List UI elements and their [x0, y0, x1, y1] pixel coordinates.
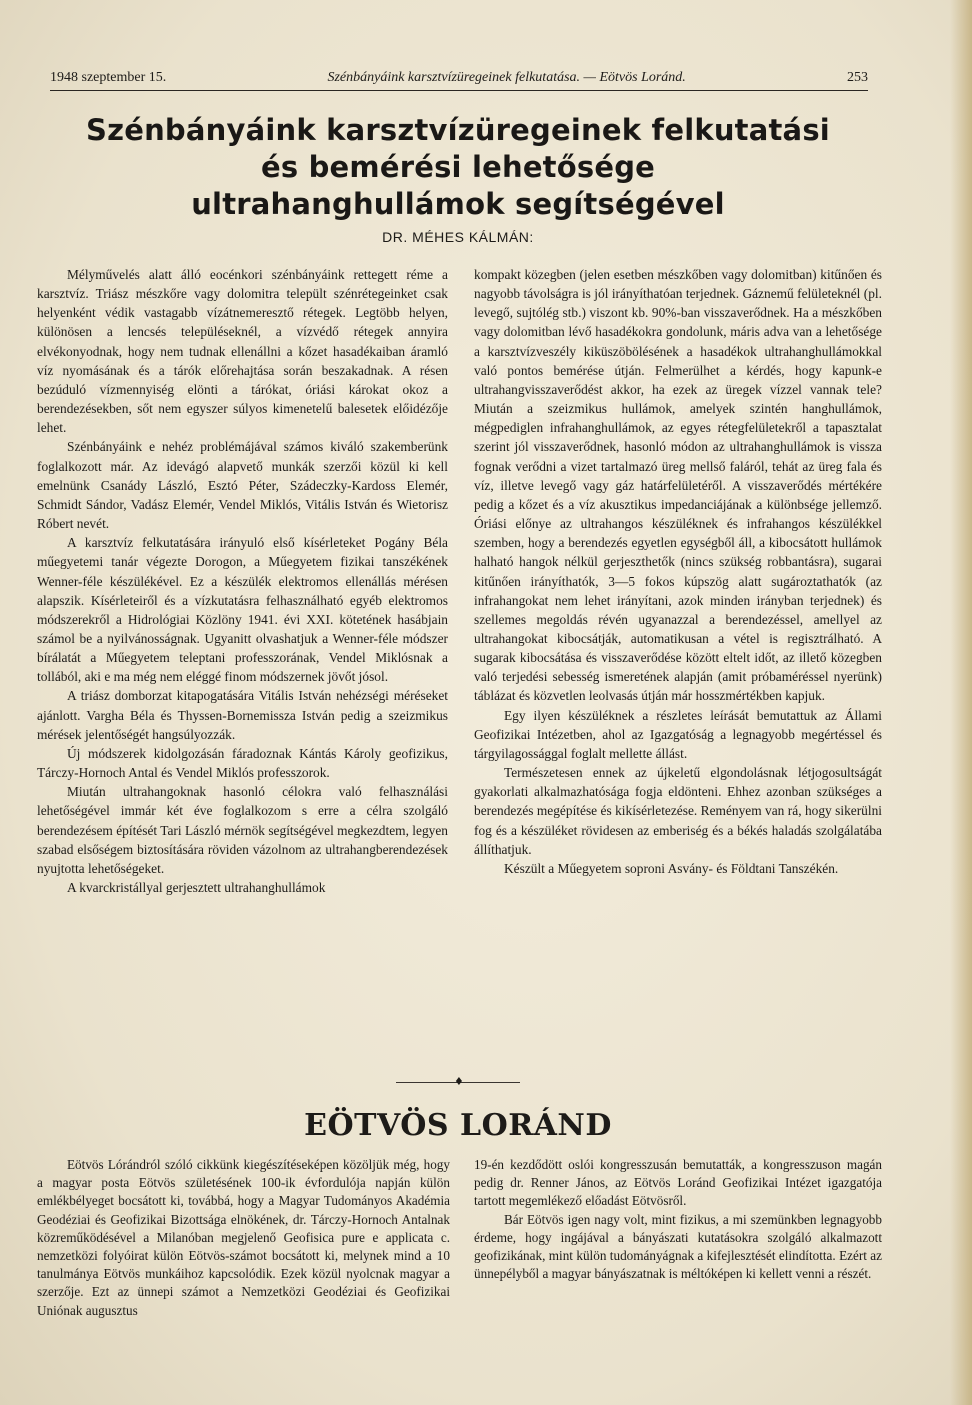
paragraph: Szénbányáink e nehéz problémájával számos kiváló szakemberünk foglalkozott már. Az idevágó alapvető munkák szerzői közül ki kell emelnünk Csanády László, Esztó Péter, Szádeczky-Kardoss Elemér, Schmidt Sándor, Vadász Elemér, Vendel Miklós, Vitális István és Wietorisz Róbert nevét. — [37, 439, 448, 532]
header-running-title: Szénbányáink karsztvízüregeinek felkutatása. — Eötvös Loránd. — [327, 70, 686, 85]
section-heading-eotvos: EÖTVÖS LORÁND — [304, 1108, 612, 1143]
paragraph: Mélyművelés alatt álló eocénkori szénbányáink rettegett réme a karsztvíz. Triász mészkőre vagy dolomitra települt szénrétegeinket csak helyenként védik vastagabb vízátnemeresztő rétegek. Legtöbb helyen, különösen a lencsés településeknél, a vízvédő rétegek annyira elvékonyodnak, hogy nem tudnak ellenállni a kőzet hasadékaiban áramló víz nyomásának és a tárók előrehajtása során beszakadnak. A résen bezúduló vízmennyiség elönti a tárókat, óriási károkat okoz a berendezésekben, sőt nem egyszer súlyos kimenetelű balesetek előidézője lehet. — [37, 267, 448, 436]
paragraph: Készült a Műegyetem soproni Asvány- és Földtani Tanszékén. — [504, 860, 839, 876]
article-title-line-3: ultrahanghullámok segítségével — [191, 187, 725, 221]
article-title — [40, 112, 876, 223]
header-date: 1948 szeptember 15. — [50, 70, 167, 85]
eotvos-right-column — [474, 1156, 882, 1283]
paragraph: A karsztvíz felkutatására irányuló első kísérleteket Pogány Béla műegyetemi tanár végezte Dorogon, a Műegyetem fizikai tanszékének Wenner-féle készülékével. Ez a készülék elektromos ellenállás mérésen alapszik. Kísérleteiről és a vízkutatásra felhasználható egyéb elektromos módszerekről a Hidrológiai Közlöny 1941. évi XXI. kötetének hasábjain számol be a nyilvánosságnak. Ugyanitt olvashatjuk a Wenner-féle módszer bírálatát a Műegyetem teleptani professzorának, Vendel Miklósnak a tollából, aki e ma még nem eléggé finom módszernek jövőt jósol. — [37, 535, 448, 685]
paragraph: Egy ilyen készüléknek a részletes leírását bemutattuk az Állami Geofizikai Intézetben, ahol az Igazgatóság a legnagyobb megértéssel és tárgyilagossággal foglalt mellette állást. — [474, 707, 882, 761]
paragraph: Bár Eötvös igen nagy volt, mint fizikus, a mi szemünkben legnagyobb érdeme, hogy ingájával a bányászati kutatásokra szolgáló alkalmazott geofizikának, mint külön tudományágnak a kifejlesztését elindította. Ezért az ünnepélyből a magyar bányászatnak is méltóképen ki kellett venni a részét. — [474, 1211, 882, 1282]
paragraph: kompakt közegben (jelen esetben mészkőben vagy dolomitban) kitűnően és nagyobb távolságra is jól irányíthatóan terjednek. Gáznemű felületeknél (pl. levegő, sujtólég stb.) viszont kb. 90%-ban visszaverődnek. Ha a mészkőben vagy dolomitban lévő hasadékokra gondolunk, máris adva van a lehetősége a karsztvízveszély kiküszöbölésének a hasadékok ultrahanghullámokkal való pontos bemérése útján. Felmerülhet a kérdés, hogy kapunk-e ultrahangvisszaverődést akkor, ha ezek az üregek vízzel vannak tele? Miután a szeizmikus hullámok, amelyek szintén hanghullámok, mégpediglen infrahanghullámok, az egyes rétegfelületekről a tapasztalat szerint jól visszaverődnek, hasonló módon az ultrahanghullámok is vissza fognak verődni a vizet tartalmazó üreg mellső faláról, tehát az üreg fala és víz, illetve levegő vagy gáz határfelületéről. A visszaverődés mértékére pedig a kőzet és a víz akusztikus impedanciájának a különbsége jellemző. Óriási előnye az ultrahangos készüléknek és infrahangos készülékkel szemben, hogy a berendezés egyetlen egységből áll, a kibocsátott hullámok halható hangok nélkül gerjeszthetők (nincs szükség robbantásra), sugarai kitűnően irányíthatók, 3—5 fokos kúpszög alatt sugároztathatók (az infrahangokat nem lehet irányítani, azok minden irányban terjednek) és szellemes megoldás révén ugyanazzal a berendezéssel, amellyel az ultrahangokat kibocsátják, automatikusan a vétel is regisztrálható. A sugarak kibocsátása és visszaverődése között eltelt időt, az illető közegben való terjedési sebesség ismeretének alapján (amit próbaméréssel nyerünk) táblázat és közvetlen leolvasás útján már hosszmértékben kapjuk. — [474, 267, 882, 704]
paragraph: Természetesen ennek az újkeletű elgondolásnak létjogosultságát gyakorlati alkalmazhatósága fogja eldönteni. Ehhez azonban szükséges a berendezés megépítése és kikísérletezése. Reményem van rá, hogy sikerülni fog és a készüléket rövidesen az emberiség és a békés haladás szolgálatába állíthatjuk. — [474, 765, 882, 857]
article-author: DR. MÉHES KÁLMÁN: — [382, 229, 534, 245]
page-header — [50, 70, 868, 91]
paragraph: Eötvös Lórándról szóló cikkünk kiegészítéseképen közöljük még, hogy a magyar posta Eötvös születésének 100-ik évfordulója napján külön emlékbélyeget bocsátott ki, továbbá, hogy a Magyar Tudományos Akadémia Geodéziai és Geofizikai Bizottsága elnökének, dr. Tárczy-Hornoch Antalnak közreműködésével a Milanóban megjelenő Geofisica pure e applicata c. nemzetközi folyóirat külön Eötvös-számot bocsátott ki, melynek mind a 10 tanulmánya Eötvös munkáihoz kapcsolódik. Ezek közül nyolcnak magyar a szerzője. Ezt az ünnepi számot a Nemzetközi Geodéziai és Geofizikai Uniónak augusztus — [37, 1157, 450, 1318]
article-title-line-1: Szénbányáink karsztvízüregeinek felkutatási — [86, 113, 830, 147]
article-right-column — [474, 265, 882, 878]
article-left-column — [37, 265, 448, 897]
paragraph: A kvarckristállyal gerjesztett ultrahanghullámok — [67, 880, 326, 895]
page-edge-shadow — [950, 0, 972, 1405]
article-title-line-2: és bemérési lehetősége — [260, 150, 656, 184]
paragraph: Új módszerek kidolgozásán fáradoznak Kántás Károly geofizikus, Tárczy-Hornoch Antal és Vendel Miklós professzorok. — [37, 745, 448, 781]
paragraph: Miután ultrahangoknak hasonló célokra való felhasználási lehetőségével immár két éve foglalkozom s erre a célra szolgáló berendezésem építését Tari László mérnök segítségével megkezdtem, legyen szabad elsőségem biztosítására röviden vázolnom az ultrahangberendezések nyujtotta lehetőségeket. — [37, 784, 448, 876]
divider-diamond-icon: ♦ — [454, 1075, 464, 1088]
eotvos-left-column — [37, 1156, 450, 1320]
paragraph: A triász domborzat kitapogatására Vitális István nehézségi méréseket ajánlott. Vargha Béla és Thyssen-Bornemissza István pedig a szeizmikus mérések jelentőségét hangsúlyozzák. — [37, 688, 448, 742]
header-page-number: 253 — [847, 70, 868, 85]
paragraph: 19-én kezdődött oslói kongresszusán bemutatták, a kongresszuson magán pedig dr. Renner János, az Eötvös Loránd Geofizikai Intézet igazgatója tartott megemlékező előadást Eötvösről. — [474, 1157, 882, 1209]
